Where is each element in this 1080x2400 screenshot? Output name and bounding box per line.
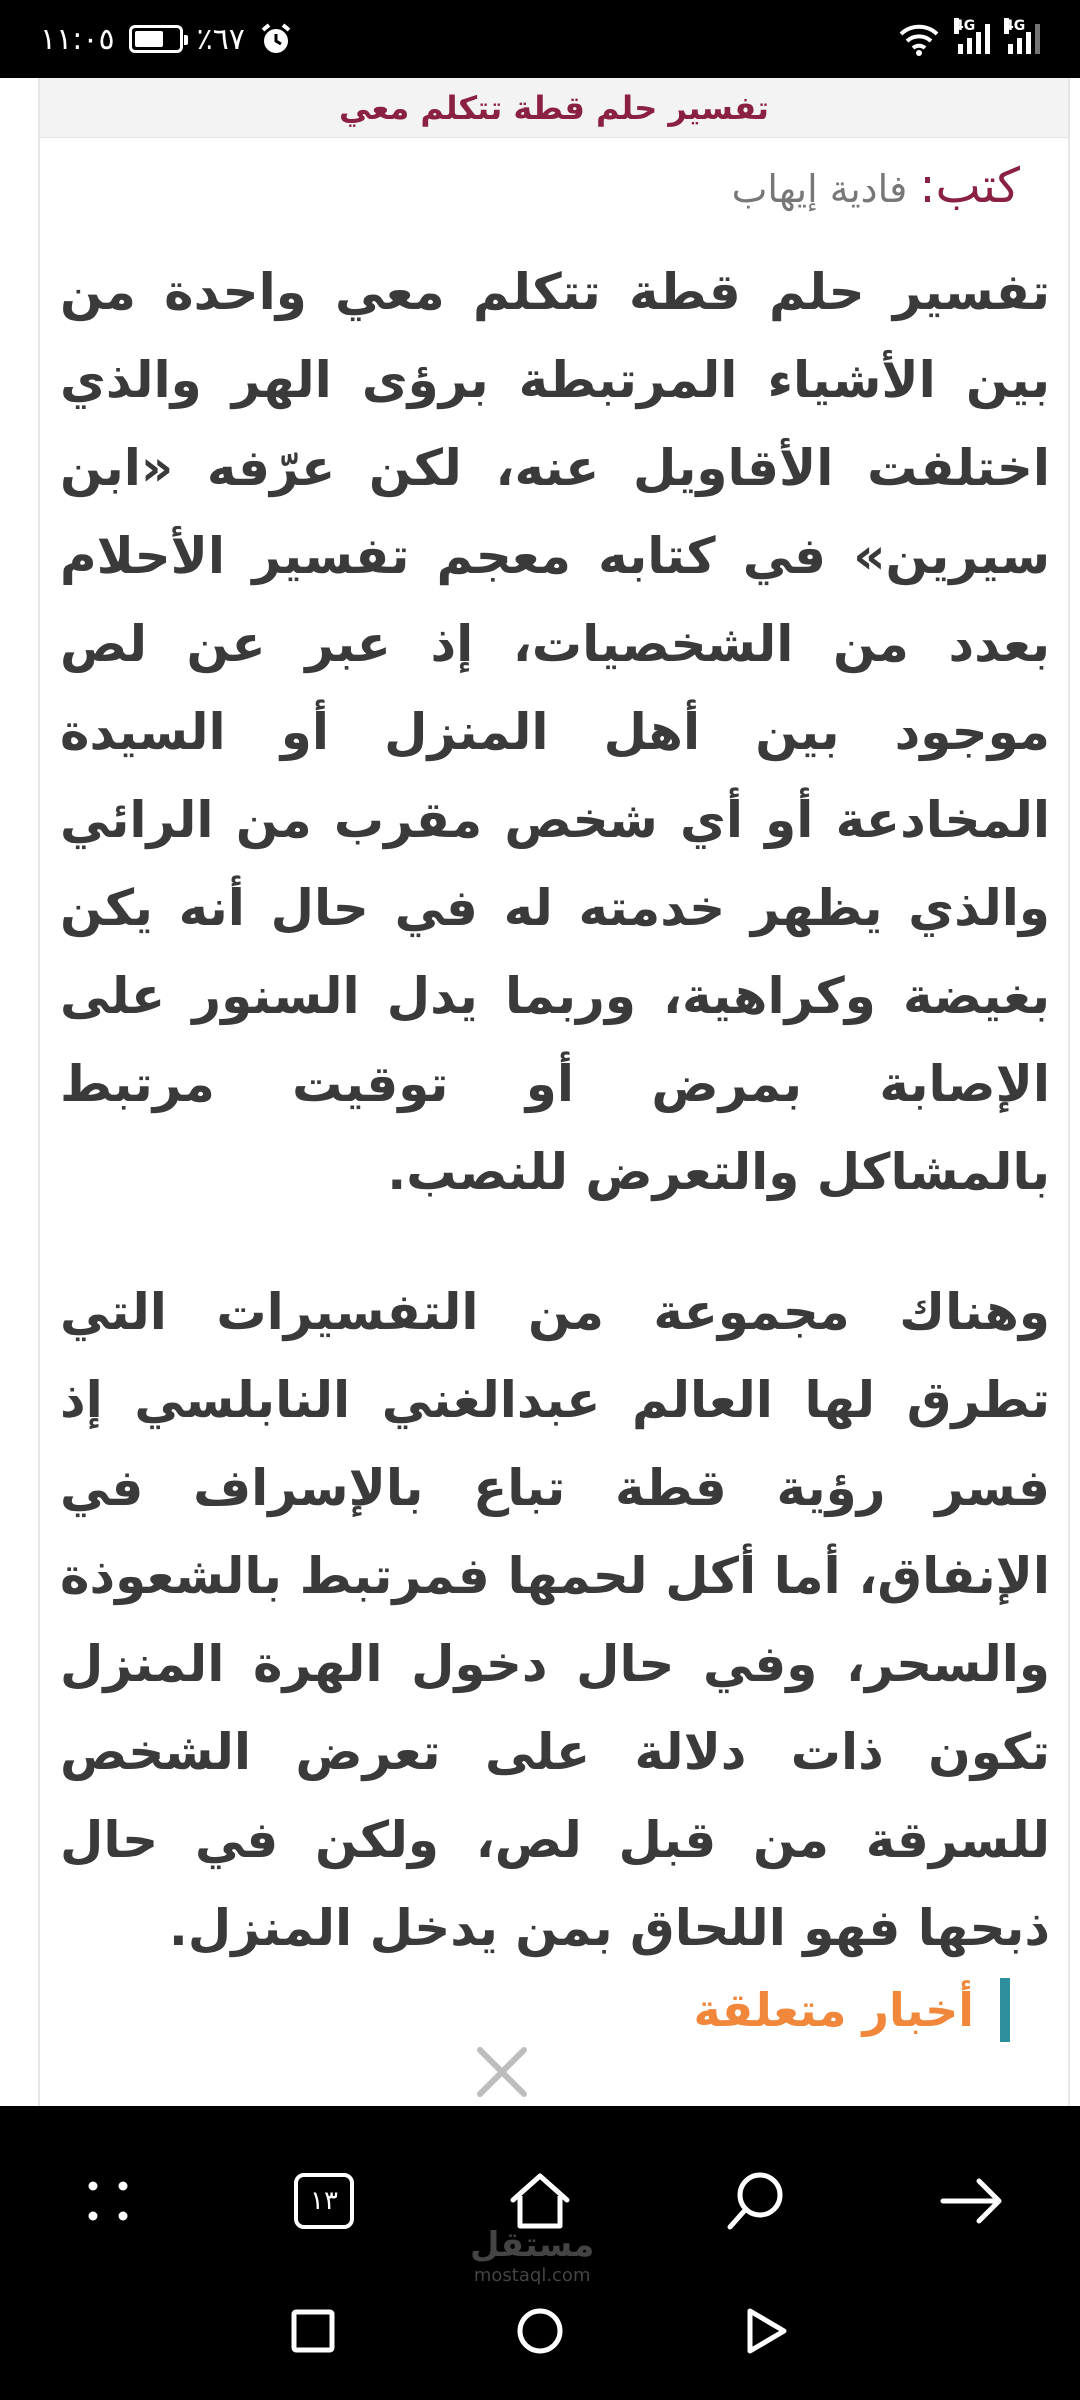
tabs-icon: ١٣ bbox=[294, 2173, 354, 2229]
frame-border-left bbox=[38, 78, 40, 2106]
clock: ١١:٠٥ bbox=[40, 21, 115, 57]
home-circle-icon bbox=[515, 2306, 565, 2356]
close-icon[interactable] bbox=[470, 2040, 534, 2104]
system-home-button[interactable] bbox=[485, 2276, 595, 2386]
menu-dots-icon bbox=[83, 2176, 133, 2226]
author-line bbox=[732, 158, 1020, 214]
status-right-group bbox=[898, 18, 1040, 56]
article-page[interactable] bbox=[0, 78, 1080, 2106]
related-accent-bar bbox=[1000, 1978, 1010, 2042]
recent-apps-icon bbox=[290, 2308, 336, 2354]
back-triangle-icon bbox=[744, 2306, 790, 2356]
related-news-header bbox=[694, 1978, 1010, 2042]
bottom-navigation bbox=[0, 2106, 1080, 2400]
forward-button[interactable] bbox=[917, 2146, 1027, 2256]
status-bar bbox=[0, 0, 1080, 78]
breadcrumb-bar bbox=[40, 78, 1068, 138]
system-navigation bbox=[0, 2276, 1080, 2386]
signal-strength-icon-2 bbox=[1004, 18, 1040, 54]
battery-icon bbox=[129, 25, 183, 53]
battery-percent: ٪٦٧ bbox=[196, 21, 245, 57]
frame-border-right bbox=[1068, 78, 1070, 2106]
related-news-title: أخبار متعلقة bbox=[693, 1983, 974, 2037]
back-button[interactable] bbox=[712, 2276, 822, 2386]
wifi-icon bbox=[898, 22, 940, 56]
breadcrumb[interactable]: تفسير حلم قطة تتكلم معي bbox=[339, 88, 769, 127]
menu-button[interactable] bbox=[53, 2146, 163, 2256]
watermark-arabic: مستقل bbox=[470, 2225, 595, 2265]
article-body bbox=[60, 248, 1050, 2024]
alarm-icon bbox=[259, 22, 293, 56]
author-prefix: كتب: bbox=[919, 158, 1020, 214]
network-type-label-2: 4G bbox=[1004, 18, 1026, 34]
article-paragraph-2: وهناك مجموعة من التفسيرات التي تطرق لها العالم عبدالغني النابلسي إذ فسر رؤية قطة تباع بالإسراف في الإنفاق، أما أكل لحمها فمرتبط بالشعوذة والسحر، وفي حال دخول الهرة المنزل تكون ذات دلالة على تعرض الشخص للسرقة من قبل لص، ولكن في حال ذبحها فهو اللحاق بمن يدخل المنزل. bbox=[60, 1283, 1050, 1957]
search-button[interactable] bbox=[701, 2146, 811, 2256]
forward-arrow-icon bbox=[939, 2176, 1005, 2226]
signal-strength-icon-1 bbox=[954, 18, 990, 54]
article-paragraph-1: تفسير حلم قطة تتكلم معي واحدة من بين الأشياء المرتبطة برؤى الهر والذي اختلفت الأقاويل عنه، لكن عرّفه «ابن سيرين» في كتابه معجم تفسير الأحلام بعدد من الشخصيات، إذ عبر عن لص موجود بين أهل المنزل أو السيدة المخادعة أو أي شخص مقرب من الرائي والذي يظهر خدمته له في حال أنه يكن بغيضة وكراهية، وربما يدل السنور على الإصابة بمرض أو توقيت مرتبط بالمشاكل والتعرض للنصب. bbox=[60, 263, 1050, 1201]
author-name[interactable]: فادية إيهاب bbox=[731, 167, 908, 211]
recent-apps-button[interactable] bbox=[258, 2276, 368, 2386]
search-icon bbox=[724, 2169, 788, 2233]
home-icon bbox=[507, 2170, 573, 2232]
watermark-latin: mostaql.com bbox=[473, 2265, 591, 2286]
status-left-group bbox=[40, 22, 293, 57]
battery-fill bbox=[135, 31, 163, 47]
network-type-label-1: 4G bbox=[954, 18, 976, 34]
tabs-button[interactable] bbox=[269, 2146, 379, 2256]
watermark-logo bbox=[470, 2225, 594, 2286]
